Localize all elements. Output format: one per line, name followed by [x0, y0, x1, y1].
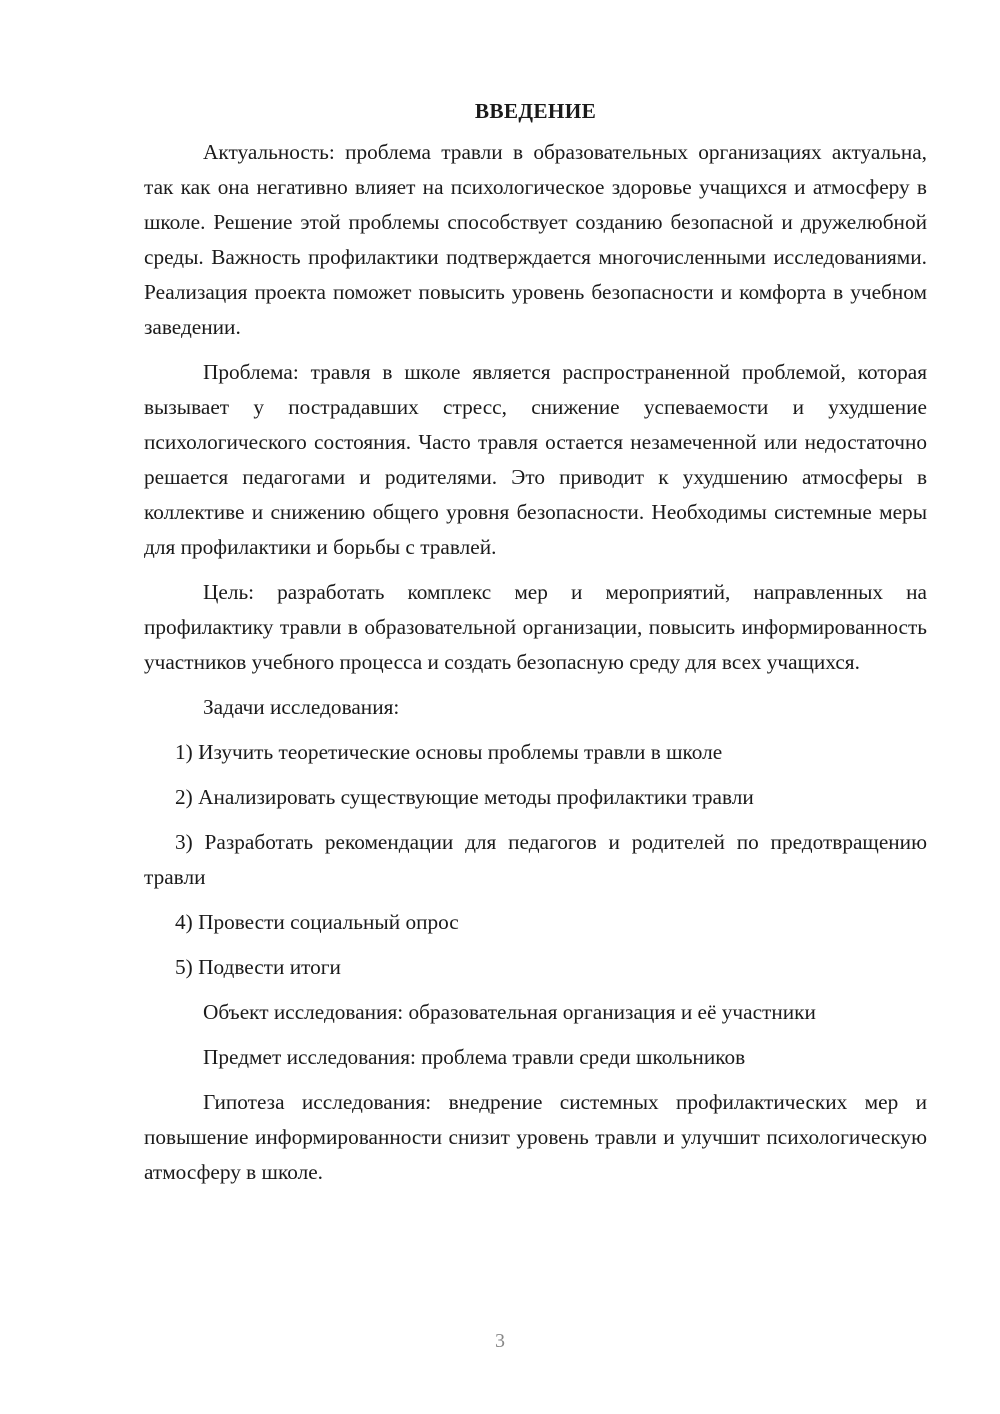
paragraph-subject: Предмет исследования: проблема травли среди школьников [203, 1045, 746, 1069]
task-item: 1) Изучить теоретические основы проблемы травли в школе [175, 740, 723, 764]
tasks-heading: Задачи исследования: [203, 695, 400, 719]
page-content [144, 94, 927, 1200]
paragraph-problem: Проблема: травля в школе является распространенной проблемой, которая вызывает у пострадавших стресс, снижение успеваемости и ухудшение психологического состояния. Часто травля остается незамеченной или недостаточно решается педагогами и родителями. Это приводит к ухудшению атмосферы в коллективе и снижению общего уровня безопасности. Необходимы системные меры для профилактики и борьбы с травлей. [144, 360, 927, 559]
task-item: 3) Разработать рекомендации для педагогов и родителей по предотвращению травли [144, 830, 927, 889]
paragraph-hypothesis: Гипотеза исследования: внедрение системных профилактических мер и повышение информированности снизит уровень травли и улучшит психологическую атмосферу в школе. [144, 1090, 927, 1184]
page-number: 3 [495, 1330, 505, 1352]
paragraph-object: Объект исследования: образовательная организация и её участники [203, 1000, 816, 1024]
paragraph-relevance: Актуальность: проблема травли в образовательных организациях актуальна, так как она негативно влияет на психологическое здоровье учащихся и атмосферу в школе. Решение этой проблемы способствует созданию безопасной и дружелюбной среды. Важность профилактики подтверждается многочисленными исследованиями. Реализация проекта поможет повысить уровень безопасности и комфорта в учебном заведении. [144, 140, 927, 339]
task-item: 4) Провести социальный опрос [175, 910, 459, 934]
task-item: 5) Подвести итоги [175, 955, 341, 979]
section-title: ВВЕДЕНИЕ [474, 99, 597, 123]
paragraph-goal: Цель: разработать комплекс мер и мероприятий, направленных на профилактику травли в образовательной организации, повысить информированность участников учебного процесса и создать безопасную среду для всех учащихся. [144, 580, 927, 674]
task-item: 2) Анализировать существующие методы профилактики травли [175, 785, 754, 809]
